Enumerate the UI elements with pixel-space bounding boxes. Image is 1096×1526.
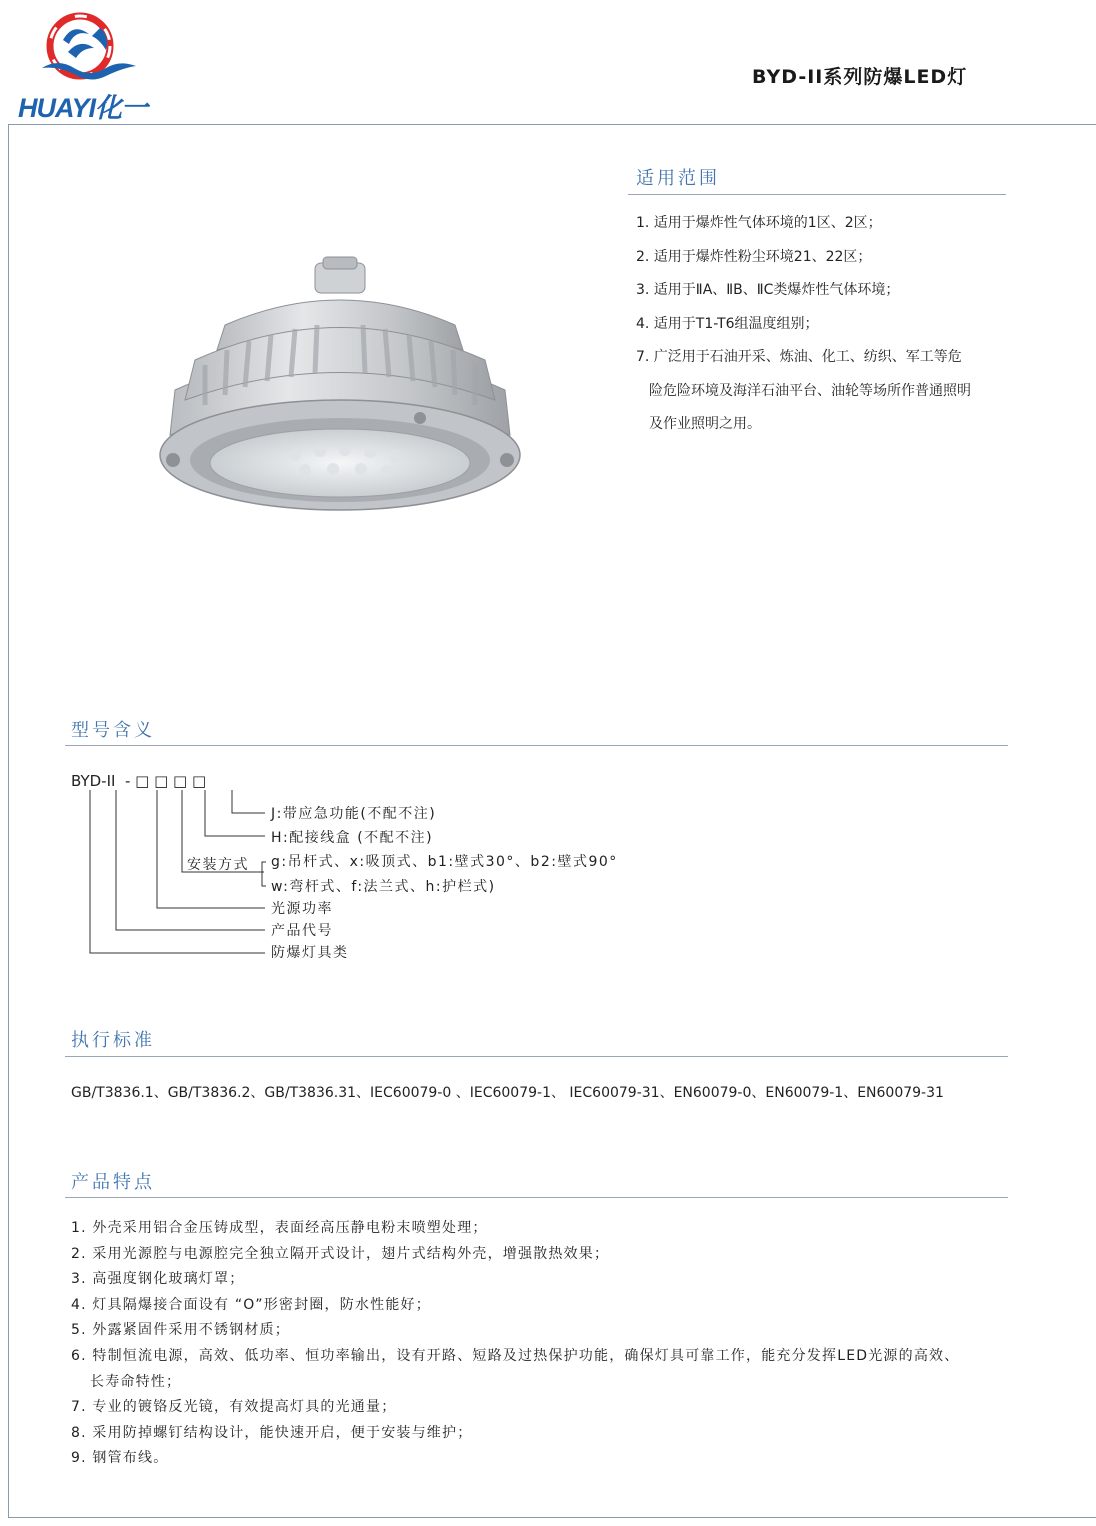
list-item-continuation: 长寿命特性； <box>90 1373 182 1390</box>
list-item: 1. 外壳采用铝合金压铸成型，表面经高压静电粉末喷塑处理； <box>71 1220 488 1236</box>
list-item: 2. 采用光源腔与电源腔完全独立隔开式设计，翅片式结构外壳，增强散热效果； <box>71 1245 610 1262</box>
scope-divider <box>628 194 1006 195</box>
list-item: 1. 适用于爆炸性气体环境的1区、2区； <box>636 215 882 231</box>
model-power-label: 光源功率 <box>271 901 333 917</box>
list-item: 3. 适用于ⅡA、ⅡB、ⅡC类爆炸性气体环境； <box>636 282 900 298</box>
model-mount-label: 安装方式 <box>187 857 249 873</box>
model-option-h: H:配接线盒 (不配不注) <box>271 830 434 846</box>
scope-list <box>636 207 1056 442</box>
standards-divider <box>65 1056 1008 1057</box>
model-heading: 型号含义 <box>71 720 155 741</box>
list-item: 7. 专业的镀铬反光镜，有效提高灯具的光通量； <box>71 1399 397 1416</box>
list-item: 3. 高强度钢化玻璃灯罩； <box>71 1271 245 1288</box>
features-list <box>71 1216 1061 1472</box>
explosion-proof-lamp-icon <box>145 255 535 520</box>
features-heading: 产品特点 <box>71 1172 155 1193</box>
list-item: 6. 特制恒流电源，高效、低功率、恒功率输出，设有开路、短路及过热保护功能，确保灯具可靠工作，能充分发挥LED光源的高效、 <box>71 1347 960 1364</box>
list-item: 2. 适用于爆炸性粉尘环境21、22区； <box>636 248 872 265</box>
list-item: 5. 外露紧固件采用不锈钢材质； <box>71 1322 291 1339</box>
scope-heading: 适用范围 <box>636 168 720 189</box>
list-item: 8. 采用防掉螺钉结构设计，能快速开启，便于安装与维护； <box>71 1424 473 1441</box>
product-image <box>145 255 535 520</box>
list-item: 4. 适用于T1-T6组温度组别； <box>636 315 819 332</box>
model-divider <box>65 745 1008 746</box>
list-item: 7. 广泛用于石油开采、炼油、化工、纺织、军工等危 <box>636 349 962 365</box>
company-logo <box>8 6 168 123</box>
features-divider <box>65 1197 1008 1198</box>
list-item: 4. 灯具隔爆接合面设有 “O”形密封圈，防水性能好； <box>71 1296 431 1313</box>
document-title: BYD-II系列防爆LED灯 <box>752 66 968 88</box>
model-category-label: 防爆灯具类 <box>271 945 349 961</box>
list-item: 9. 钢管布线。 <box>71 1450 169 1467</box>
list-item-continuation: 险危险环境及海洋石油平台、油轮等场所作普通照明 <box>649 382 971 399</box>
model-mount-options-2: w:弯杆式、f:法兰式、h:护栏式) <box>271 879 496 895</box>
model-option-j: J:带应急功能(不配不注) <box>271 806 437 822</box>
standards-text: GB/T3836.1、GB/T3836.2、GB/T3836.31、IEC60079-0 、IEC60079-1、 IEC60079-31、EN60079-0、EN60079-1、EN60079-31 <box>71 1085 944 1101</box>
model-product-code-label: 产品代号 <box>271 923 333 939</box>
logo-text: HUAYI化一 <box>18 93 148 123</box>
model-mount-options-1: g:吊杆式、x:吸顶式、b1:壁式30°、b2:壁式90° <box>271 854 618 870</box>
standards-heading: 执行标准 <box>71 1030 155 1051</box>
model-code: BYD-II - □ □ □ □ <box>71 772 207 790</box>
list-item-continuation: 及作业照明之用。 <box>649 416 761 432</box>
